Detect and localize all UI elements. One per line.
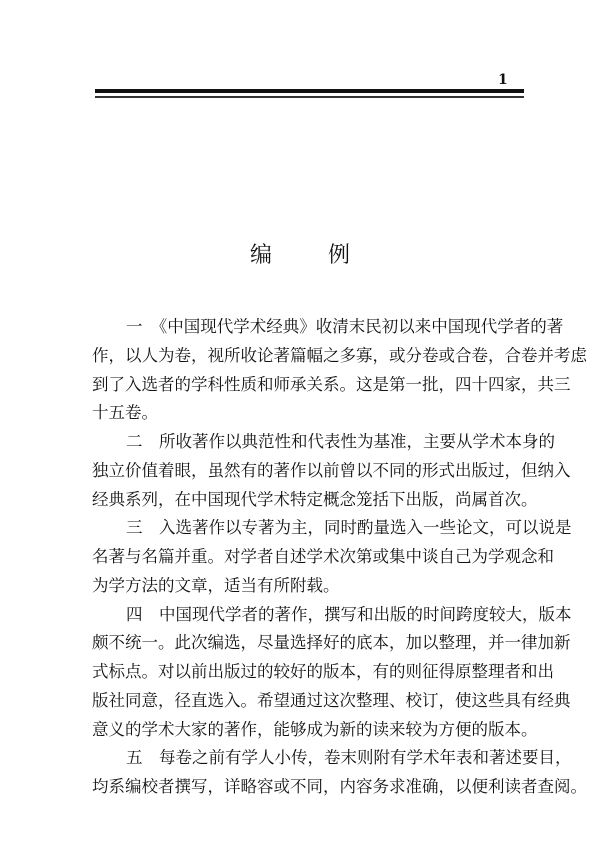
page-title: [250, 238, 350, 269]
header-rule-thick: [95, 89, 524, 93]
paragraph-line: 四 中国现代学者的著作，撰写和出版的时间跨度较大，版本: [126, 604, 572, 624]
document-body: [92, 316, 587, 805]
paragraph-line: 五 每卷之前有学人小传，卷末则附有学术年表和著述要目，: [126, 748, 572, 768]
paragraph-line: 经典系列，在中国现代学术特定概念笼括下出版，尚属首次。: [92, 489, 538, 509]
paragraph-line: 意义的学术大家的著作，能够成为新的读来较为方便的版本。: [92, 719, 538, 739]
paragraph-line: 均系编校者撰写，详略容或不同，内容务求准确，以便利读者查阅。: [92, 777, 587, 796]
paragraph-line: 颇不统一。此次编选，尽量选择好的底本，加以整理，并一律加新: [92, 633, 571, 653]
paragraph-line: 到了入选者的学科性质和师承关系。这是第一批，四十四家，共三: [92, 374, 571, 394]
paragraph-line: 二 所收著作以典范性和代表性为基准，主要从学术本身的: [126, 432, 555, 451]
paragraph-line: 十五卷。: [92, 403, 158, 423]
paragraph-line: 为学方法的文章，适当有所附载。: [92, 575, 340, 595]
title-char: 编: [250, 243, 273, 268]
title-char: 例: [327, 243, 350, 268]
paragraph-line: 一 《中国现代学术经典》收清末民初以来中国现代学者的著: [126, 317, 564, 336]
paragraph-line: 独立价值着眼，虽然有的著作以前曾以不同的形式出版过，但纳入: [92, 460, 571, 480]
paragraph-line: 式标点。对以前出版过的较好的版本，有的则征得原整理者和出: [92, 662, 554, 681]
page-number: 1: [498, 72, 508, 88]
paragraph-line: 作，以人为卷，视所收论著篇幅之多寡，或分卷或合卷，合卷并考虑: [92, 345, 587, 365]
header-rule-thin: [95, 96, 524, 98]
paragraph-line: 三 入选著作以专著为主，同时酌量选入一些论文，可以说是: [126, 518, 572, 538]
paragraph-line: 名著与名篇并重。对学者自述学术次第或集中谈自己为学观念和: [92, 547, 554, 566]
paragraph-line: 版社同意，径直选入。希望通过这次整理、校订，使这些具有经典: [92, 690, 571, 710]
